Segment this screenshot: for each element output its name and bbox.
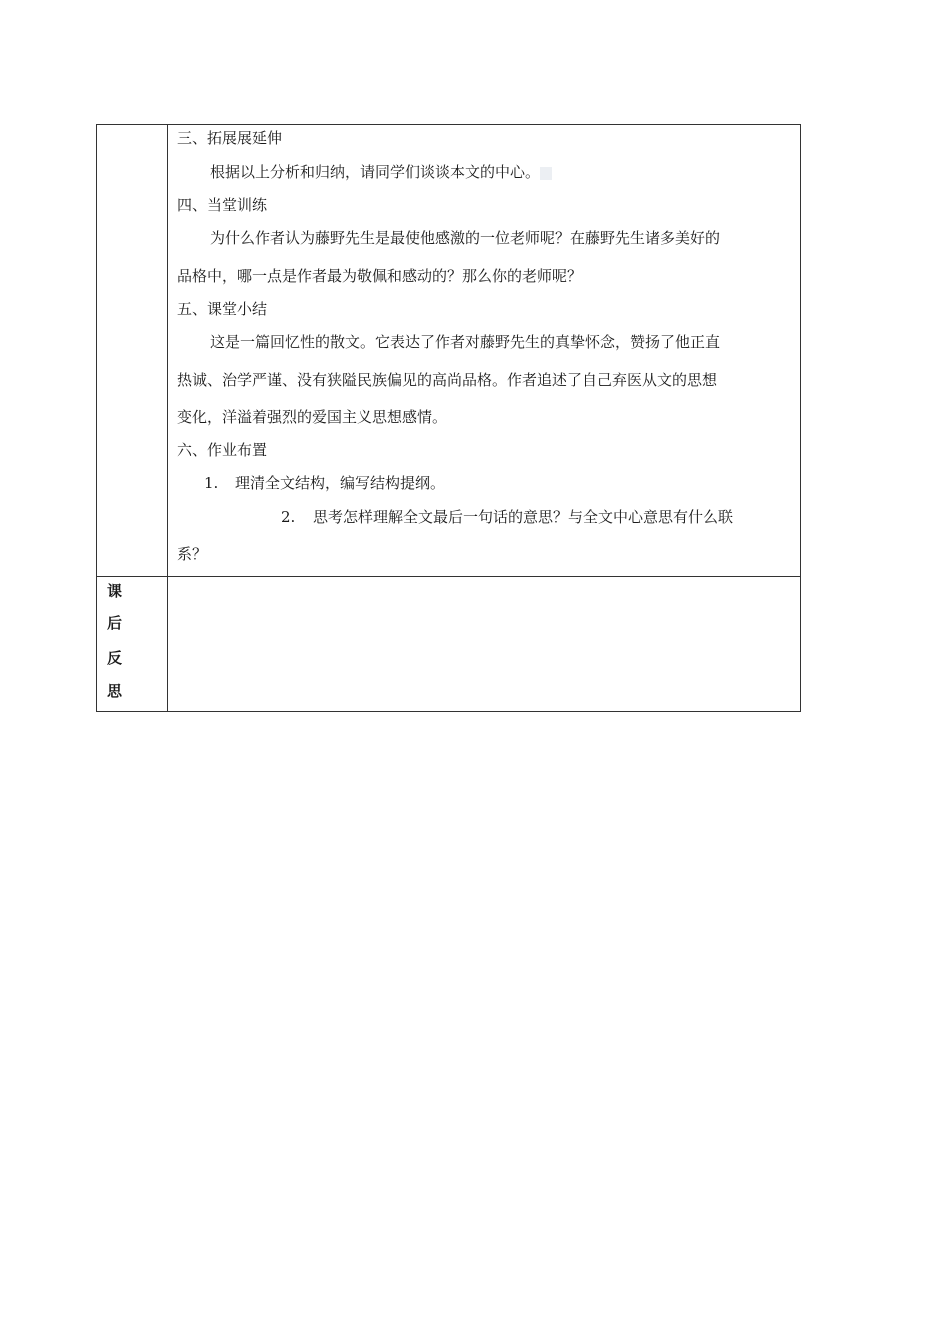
paragraph-extension: 根据以上分析和归纳，请同学们谈谈本文的中心。 <box>210 165 552 180</box>
homework-item-1-text: 理清全文结构，编写结构提纲。 <box>235 474 446 492</box>
paragraph-summary-line3: 变化，洋溢着强烈的爱国主义思想感情。 <box>177 408 448 426</box>
heading-homework: 六、作业布置 <box>177 441 268 459</box>
table-row-content <box>97 125 800 577</box>
homework-item-2-text: 思考怎样理解全文最后一句话的意思？与全文中心意思有什么联 <box>313 508 734 526</box>
paragraph-practice-line2: 品格中，哪一点是作者最为敬佩和感动的？那么你的老师呢？ <box>177 267 583 285</box>
reflection-char-1: 课 <box>107 582 123 600</box>
heading-extension: 三、拓展展延伸 <box>177 129 283 147</box>
homework-item-1-number: 1. <box>204 474 219 492</box>
paragraph-summary-line2: 热诚、治学严谨、没有狭隘民族偏见的高尚品格。作者追述了自己弃医从文的思想 <box>177 371 718 389</box>
homework-item-2-continuation: 系？ <box>177 545 208 563</box>
content-cell <box>168 125 800 576</box>
paragraph-practice-line1: 为什么作者认为藤野先生是最使他感激的一位老师呢？在藤野先生诸多美好的 <box>210 229 721 247</box>
table-row-reflection <box>97 577 800 711</box>
highlight-mark <box>540 167 552 180</box>
homework-item-2-number: 2. <box>281 508 296 526</box>
heading-summary: 五、课堂小结 <box>177 300 268 318</box>
lesson-table <box>96 124 801 712</box>
heading-practice: 四、当堂训练 <box>177 196 268 214</box>
paragraph-summary-line1: 这是一篇回忆性的散文。它表达了作者对藤野先生的真挚怀念，赞扬了他正直 <box>210 333 721 351</box>
reflection-char-4: 思 <box>107 682 123 700</box>
reflection-label-cell <box>97 577 168 711</box>
reflection-char-3: 反 <box>107 649 123 667</box>
reflection-content-cell <box>168 577 800 711</box>
reflection-char-2: 后 <box>107 614 123 632</box>
left-cell-empty <box>97 125 168 576</box>
